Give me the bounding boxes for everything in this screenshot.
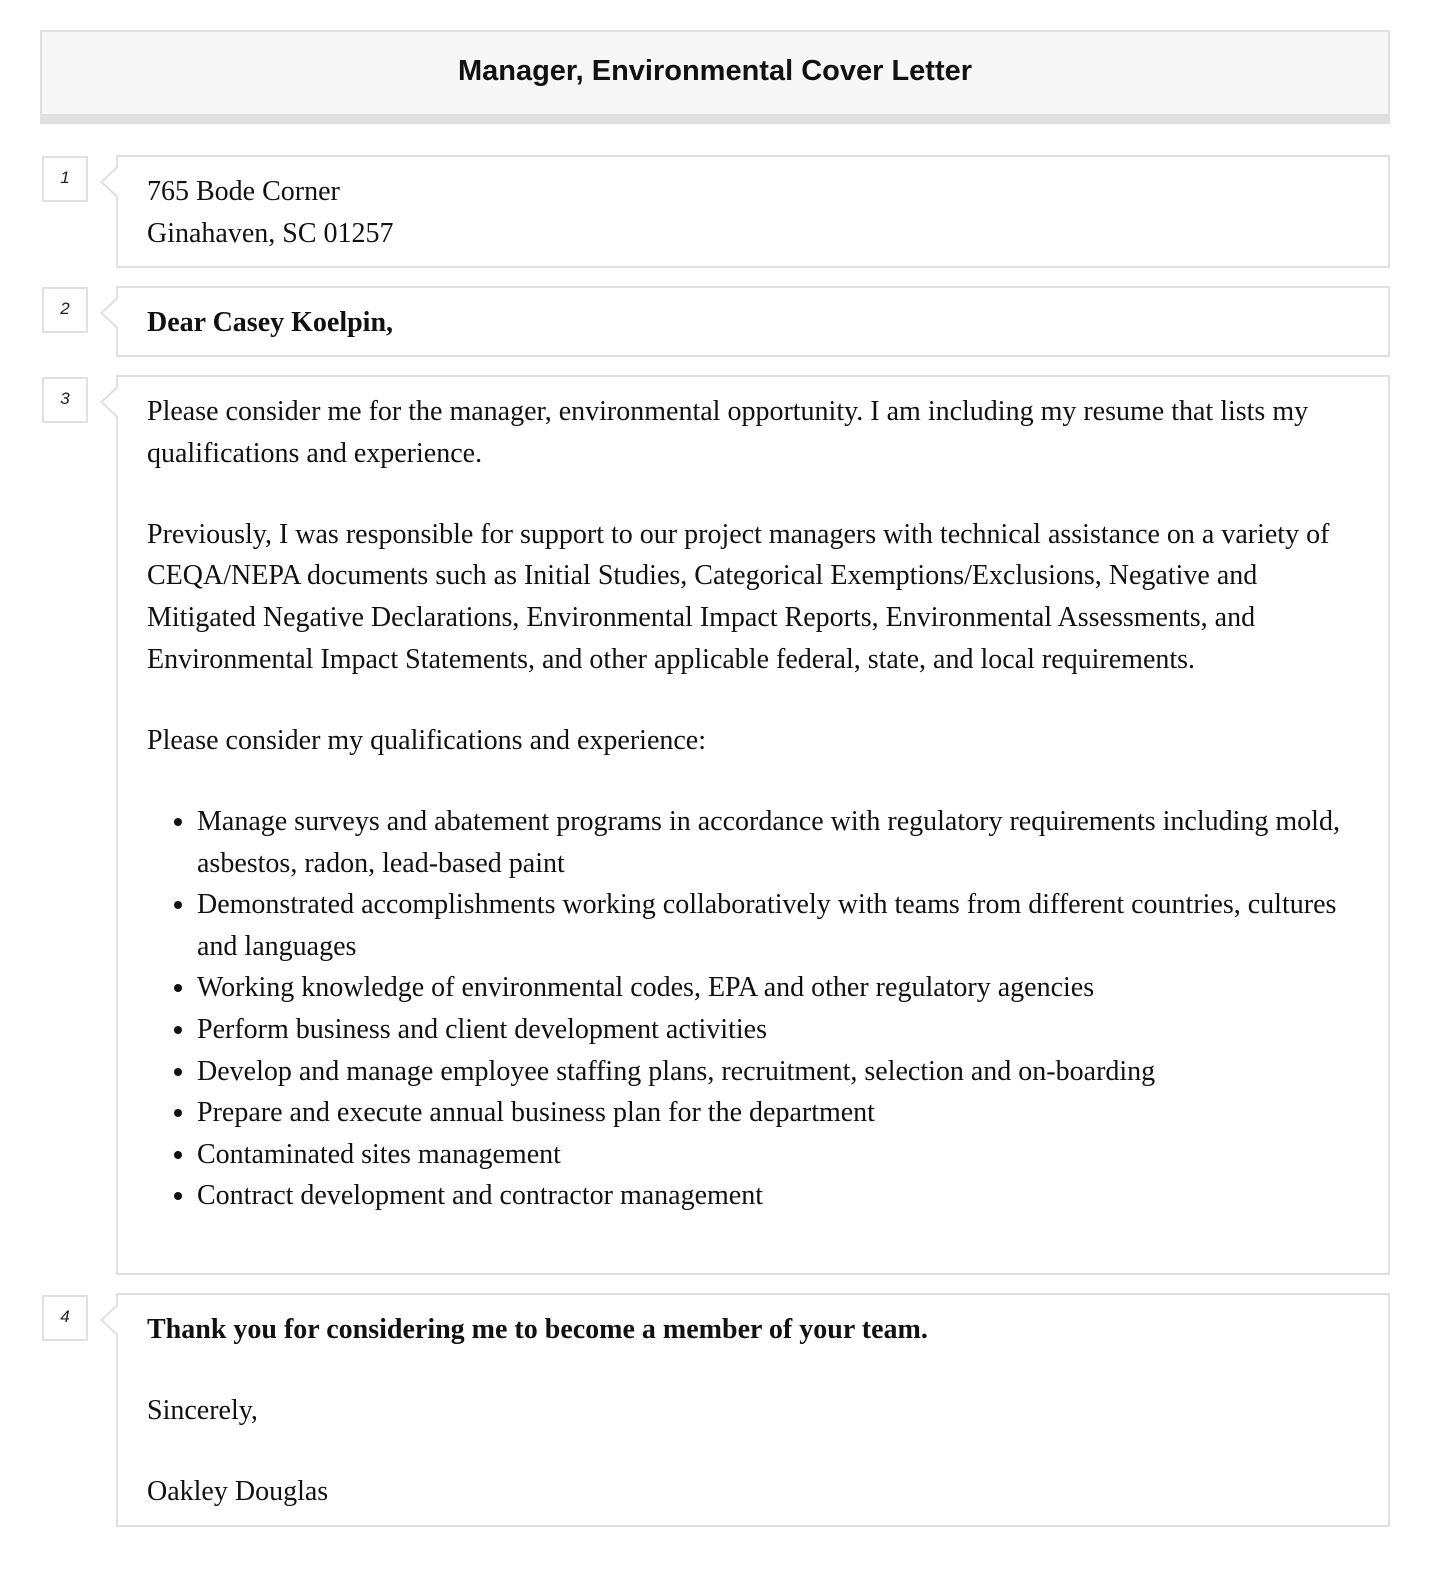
intro-paragraph: Please consider me for the manager, environmental opportunity. I am including my resume that lists my qualifications and experience. <box>147 396 1309 469</box>
address-card <box>116 155 1390 268</box>
experience-paragraph: Previously, I was responsible for support to our project managers with technical assistance on a variety of CEQA/NEPA documents such as Initial Studies, Categorical Exemptions/Exclusions, Negative and Mitigated Negative Declarations, Environmental Impact Reports, Environmental Assessments, and Environmental Impact Statements, and other applicable federal, state, and local requirements. <box>147 518 1330 675</box>
closing-card <box>116 1293 1390 1527</box>
address-line-1: 765 Bode Corner <box>147 176 340 207</box>
list-item: • Manage surveys and abatement programs in accordance with regulatory requirements including mold, asbestos, radon, lead-based paint <box>197 801 1348 884</box>
page-title: Manager, Environmental Cover Letter <box>457 54 973 87</box>
list-item: • Perform business and client development activities <box>197 1009 1348 1051</box>
qualifications-list <box>147 801 1348 1217</box>
closing-statement: Thank you for considering me to become a member of your team. <box>147 1314 928 1345</box>
section-number-badge: 4 <box>42 1295 88 1341</box>
list-item: • Develop and manage employee staffing plans, recruitment, selection and on-boarding <box>197 1051 1348 1093</box>
section-number-badge: 2 <box>42 287 88 333</box>
section-number-badge: 1 <box>42 156 88 202</box>
section-number-badge: 3 <box>42 377 88 423</box>
list-item: • Contract development and contractor management <box>197 1175 1348 1217</box>
signature: Oakley Douglas <box>147 1476 329 1508</box>
list-item: • Contaminated sites management <box>197 1134 1348 1176</box>
body-card <box>116 375 1390 1275</box>
document-header <box>40 30 1390 124</box>
salutation: Dear Casey Koelpin, <box>147 307 394 338</box>
address-line-2: Ginahaven, SC 01257 <box>147 217 394 249</box>
list-item: • Working knowledge of environmental codes, EPA and other regulatory agencies <box>197 967 1348 1009</box>
salutation-card <box>116 286 1390 357</box>
list-item: • Prepare and execute annual business plan for the department <box>197 1092 1348 1134</box>
sign-off: Sincerely, <box>147 1395 258 1427</box>
list-item: • Demonstrated accomplishments working collaboratively with teams from different countries, cultures and languages <box>197 884 1348 967</box>
qualifications-intro: Please consider my qualifications and experience: <box>147 724 707 756</box>
